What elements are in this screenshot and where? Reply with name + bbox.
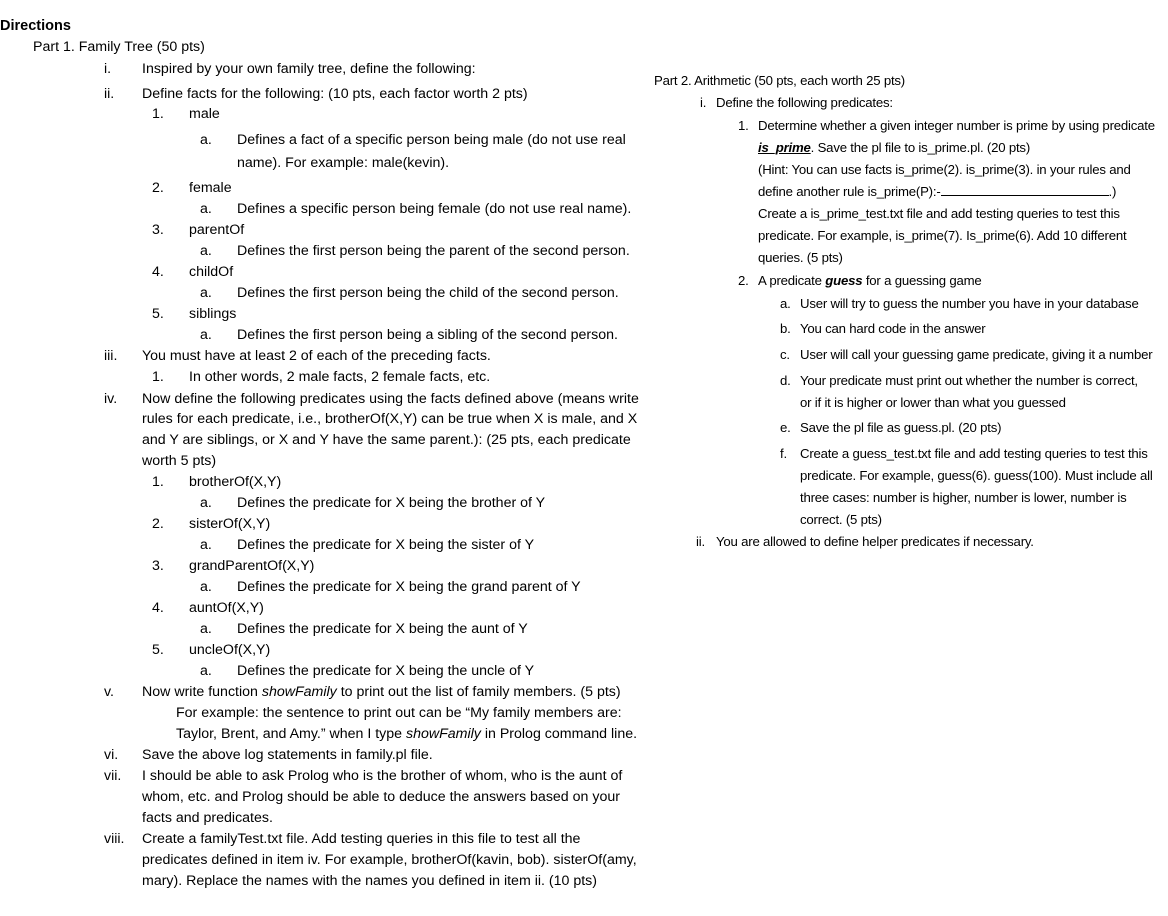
list-item: Defines the first person being a sibling of the second person. bbox=[237, 327, 618, 343]
page-title: Directions bbox=[0, 18, 71, 34]
list-item: Determine whether a given integer number is prime by using predicate bbox=[758, 118, 1155, 133]
list-item: You can hard code in the answer bbox=[800, 321, 986, 336]
list-number: i. bbox=[700, 95, 707, 110]
list-item: Taylor, Brent, and Amy.” when I type showFamily in Prolog command line. bbox=[176, 726, 638, 742]
list-item: Define facts for the following: (10 pts, each factor worth 2 pts) bbox=[142, 86, 528, 102]
list-number: 1. bbox=[152, 369, 164, 385]
list-item: childOf bbox=[189, 264, 234, 280]
list-number: 2. bbox=[152, 516, 164, 532]
list-number: viii. bbox=[104, 831, 125, 847]
list-item: Create a is_prime_test.txt file and add testing queries to test this bbox=[758, 206, 1120, 221]
list-item: female bbox=[189, 180, 232, 196]
list-item: In other words, 2 male facts, 2 female facts, etc. bbox=[189, 369, 491, 385]
list-item: User will call your guessing game predicate, giving it a number bbox=[800, 347, 1153, 362]
list-item: Now write function showFamily to print out the list of family members. (5 pts) bbox=[142, 684, 621, 700]
list-number: 1. bbox=[152, 106, 164, 122]
list-item: I should be able to ask Prolog who is the brother of whom, who is the aunt of bbox=[142, 768, 623, 784]
list-item: User will try to guess the number you have in your database bbox=[800, 296, 1139, 311]
list-item: Save the pl file as guess.pl. (20 pts) bbox=[800, 420, 1002, 435]
list-item: Defines the predicate for X being the grand parent of Y bbox=[237, 579, 581, 595]
part1-heading: Part 1. Family Tree (50 pts) bbox=[33, 39, 205, 55]
list-number: i. bbox=[104, 61, 112, 77]
list-number: vii. bbox=[104, 768, 122, 784]
list-item: uncleOf(X,Y) bbox=[189, 642, 271, 658]
list-item: Create a familyTest.txt file. Add testing queries in this file to test all the bbox=[142, 831, 581, 847]
list-number: v. bbox=[104, 684, 114, 700]
list-item: siblings bbox=[189, 306, 237, 322]
list-item: Defines a specific person being female (do not use real name). bbox=[237, 201, 632, 217]
list-letter: a. bbox=[200, 132, 212, 148]
list-number: 4. bbox=[152, 600, 164, 616]
fill-in-blank bbox=[941, 183, 1109, 196]
list-letter: c. bbox=[780, 347, 790, 362]
list-item: (Hint: You can use facts is_prime(2). is_prime(3). in your rules and bbox=[758, 162, 1131, 177]
list-item: queries. (5 pts) bbox=[758, 250, 843, 265]
list-item: auntOf(X,Y) bbox=[189, 600, 264, 616]
list-item: Create a guess_test.txt file and add testing queries to test this bbox=[800, 446, 1148, 461]
list-letter: a. bbox=[200, 663, 212, 679]
list-item: Defines the first person being the child of the second person. bbox=[237, 285, 619, 301]
list-item: brotherOf(X,Y) bbox=[189, 474, 282, 490]
list-item: name). For example: male(kevin). bbox=[237, 155, 450, 171]
list-item: Now define the following predicates using the facts defined above (means write bbox=[142, 391, 639, 407]
list-item: facts and predicates. bbox=[142, 810, 273, 826]
list-item: worth 5 pts) bbox=[142, 453, 217, 469]
list-item: Defines the predicate for X being the sister of Y bbox=[237, 537, 535, 553]
list-item: sisterOf(X,Y) bbox=[189, 516, 271, 532]
list-item: You are allowed to define helper predicates if necessary. bbox=[716, 534, 1034, 549]
list-item: predicate. For example, guess(6). guess(100). Must include all bbox=[800, 468, 1153, 483]
list-item: rules for each predicate, i.e., brotherOf(X,Y) can be true when X is male, and X bbox=[142, 411, 638, 427]
list-item: mary). Replace the names with the names you defined in item ii. (10 pts) bbox=[142, 873, 597, 889]
list-number: 3. bbox=[152, 222, 164, 238]
list-item: male bbox=[189, 106, 220, 122]
list-letter: a. bbox=[200, 495, 212, 511]
list-item: predicates defined in item iv. For example, brotherOf(kavin, bob). sisterOf(amy, bbox=[142, 852, 637, 868]
list-letter: a. bbox=[200, 537, 212, 553]
list-letter: a. bbox=[200, 243, 212, 259]
list-letter: a. bbox=[780, 296, 791, 311]
list-letter: a. bbox=[200, 285, 212, 301]
list-item: and Y are siblings, or X and Y have the same parent.): (25 pts, each predicate bbox=[142, 432, 631, 448]
list-letter: a. bbox=[200, 579, 212, 595]
list-letter: b. bbox=[780, 321, 791, 336]
list-letter: a. bbox=[200, 201, 212, 217]
list-number: vi. bbox=[104, 747, 119, 763]
list-item: three cases: number is higher, number is lower, number is bbox=[800, 490, 1127, 505]
list-number: 1. bbox=[738, 118, 749, 133]
list-item: Defines the predicate for X being the aunt of Y bbox=[237, 621, 528, 637]
list-number: iii. bbox=[104, 348, 118, 364]
list-item: For example: the sentence to print out can be “My family members are: bbox=[176, 705, 622, 721]
list-item: Your predicate must print out whether the number is correct, bbox=[800, 373, 1138, 388]
list-number: 5. bbox=[152, 642, 164, 658]
list-item: Defines the predicate for X being the uncle of Y bbox=[237, 663, 535, 679]
list-item: is_prime. Save the pl file to is_prime.pl. (20 pts) bbox=[758, 140, 1031, 155]
list-item: or if it is higher or lower than what you guessed bbox=[800, 395, 1066, 410]
list-item: predicate. For example, is_prime(7). Is_prime(6). Add 10 different bbox=[758, 228, 1127, 243]
list-letter: a. bbox=[200, 327, 212, 343]
list-letter: a. bbox=[200, 621, 212, 637]
list-item: parentOf bbox=[189, 222, 245, 238]
list-number: 2. bbox=[738, 273, 749, 288]
list-item: Defines the predicate for X being the brother of Y bbox=[237, 495, 546, 511]
list-number: ii. bbox=[696, 534, 705, 549]
list-number: ii. bbox=[104, 86, 115, 102]
part2-heading: Part 2. Arithmetic (50 pts, each worth 25 pts) bbox=[654, 73, 906, 88]
list-item: Inspired by your own family tree, define the following: bbox=[142, 61, 476, 77]
list-number: 5. bbox=[152, 306, 164, 322]
list-letter: d. bbox=[780, 373, 791, 388]
list-item: Define the following predicates: bbox=[716, 95, 893, 110]
list-item: Save the above log statements in family.pl file. bbox=[142, 747, 433, 763]
list-item: grandParentOf(X,Y) bbox=[189, 558, 315, 574]
list-item: Defines the first person being the parent of the second person. bbox=[237, 243, 630, 259]
list-number: 3. bbox=[152, 558, 164, 574]
list-item: You must have at least 2 of each of the preceding facts. bbox=[142, 348, 491, 364]
list-number: 2. bbox=[152, 180, 164, 196]
list-item: define another rule is_prime(P):- .) bbox=[758, 184, 1117, 199]
list-number: 4. bbox=[152, 264, 164, 280]
list-item: whom, etc. and Prolog should be able to deduce the answers based on your bbox=[142, 789, 620, 805]
list-letter: e. bbox=[780, 420, 791, 435]
list-item: Defines a fact of a specific person being male (do not use real bbox=[237, 132, 626, 148]
list-item: A predicate guess for a guessing game bbox=[758, 273, 982, 288]
list-number: iv. bbox=[104, 391, 118, 407]
list-letter: f. bbox=[780, 446, 787, 461]
list-item: correct. (5 pts) bbox=[800, 512, 882, 527]
list-number: 1. bbox=[152, 474, 164, 490]
